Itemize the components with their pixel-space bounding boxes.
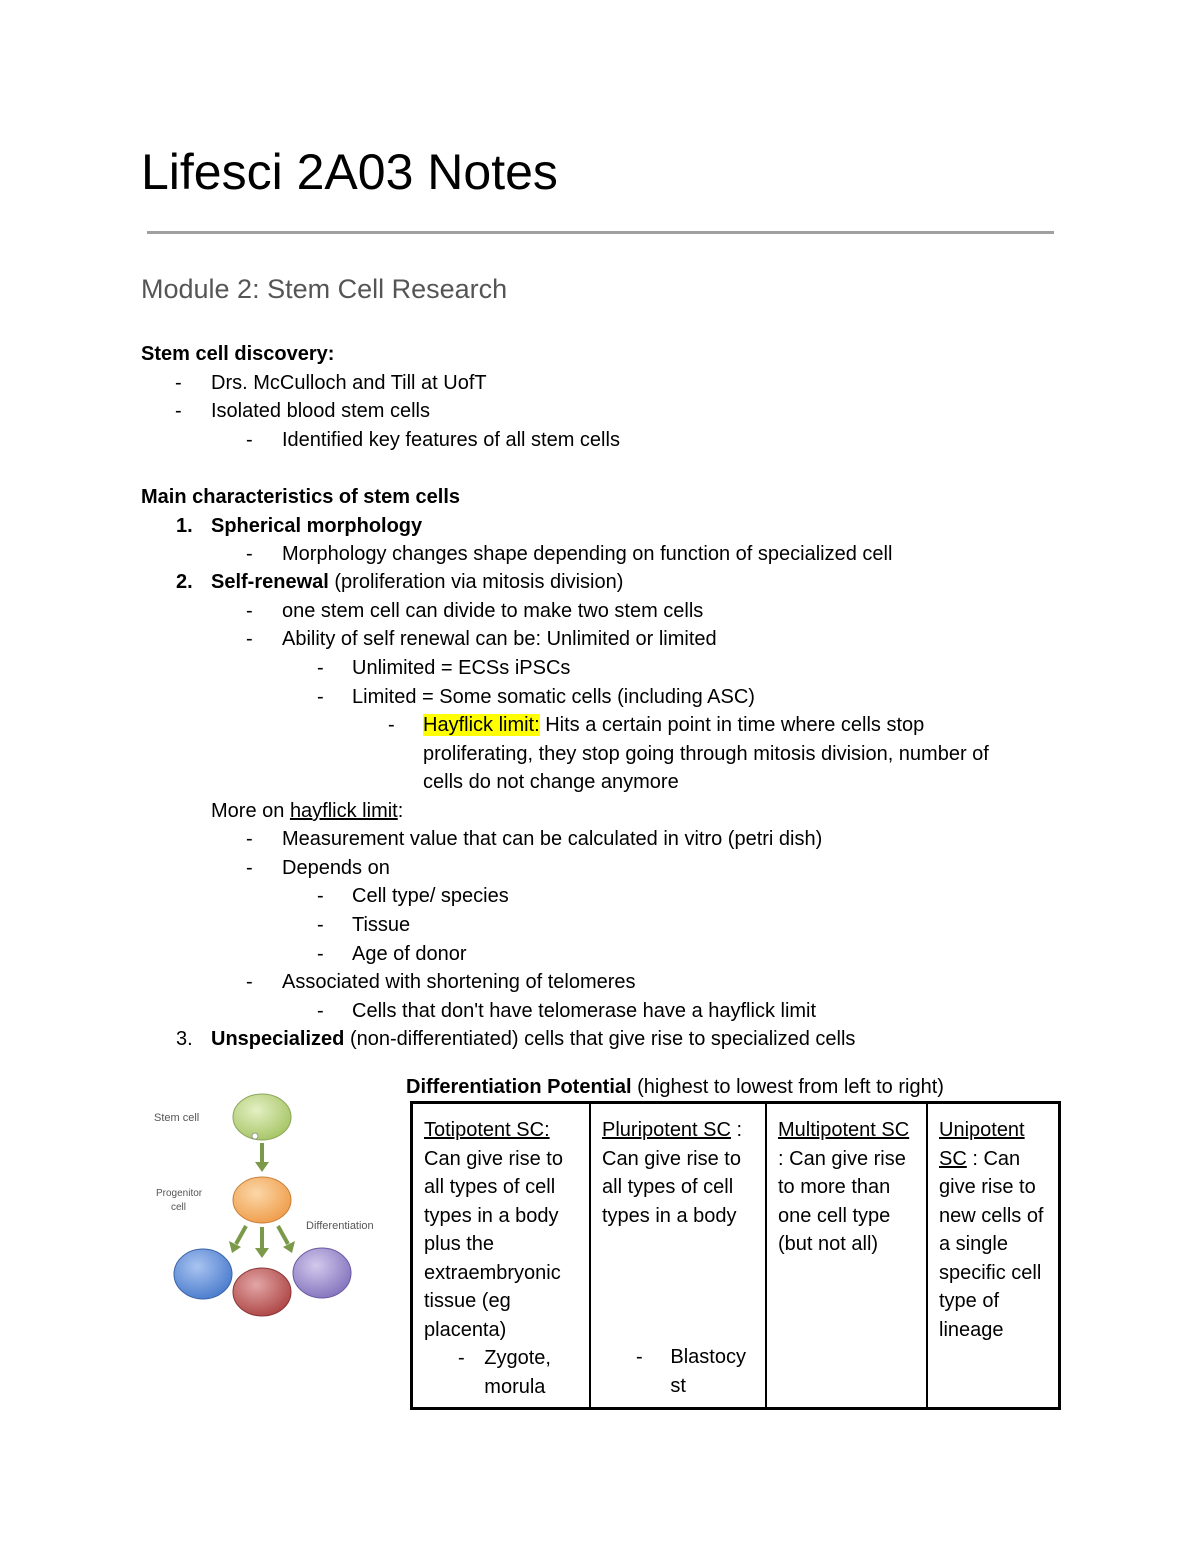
list-item: Unlimited = ECSs iPSCs <box>352 657 571 679</box>
list-item: Spherical morphology <box>211 515 423 537</box>
bullet-dash: - <box>317 885 324 907</box>
arrow-right <box>278 1226 288 1244</box>
table-cell-multipotent <box>765 1104 926 1407</box>
list-item: one stem cell can divide to make two stem cells <box>282 600 704 622</box>
cell-example <box>424 1344 579 1401</box>
bullet-dash: - <box>317 943 324 965</box>
arrow-left <box>236 1226 246 1244</box>
stem-cell-circle <box>233 1094 291 1140</box>
discovery-heading: Stem cell discovery: <box>141 343 335 365</box>
list-item <box>423 711 924 739</box>
term-description: (non-differentiated) cells that give rise to specialized cells <box>344 1028 856 1050</box>
bullet-dash: - <box>458 1347 465 1369</box>
list-item <box>211 1025 855 1053</box>
list-number: 3. <box>176 1028 193 1050</box>
purple-cell-circle <box>293 1248 351 1298</box>
list-item: Cell type/ species <box>352 885 509 907</box>
bullet-dash: - <box>246 429 253 451</box>
list-item: Ability of self renewal can be: Unlimited or limited <box>282 628 717 650</box>
characteristics-heading: Main characteristics of stem cells <box>141 486 461 508</box>
bullet-dash: - <box>246 600 253 622</box>
potential-heading <box>406 1073 944 1101</box>
progenitor-label-line1: Progenitor <box>156 1188 203 1199</box>
list-item: Age of donor <box>352 943 467 965</box>
list-item-continued: cells do not change anymore <box>423 771 679 793</box>
separator: : <box>778 1147 790 1170</box>
highlighted-term: Hayflick limit: <box>423 714 540 736</box>
arrow-head <box>255 1248 269 1258</box>
term-description: (proliferation via mitosis division) <box>328 571 624 593</box>
term: Self-renewal <box>211 571 329 593</box>
bullet-dash: - <box>317 686 324 708</box>
list-item-continued: proliferating, they stop going through mitosis division, number of <box>423 743 989 765</box>
list-item: Measurement value that can be calculated in vitro (petri dish) <box>282 828 823 850</box>
list-item: Depends on <box>282 857 390 879</box>
term-description: Hits a certain point in time where cells stop <box>539 714 925 736</box>
table-cell-pluripotent <box>589 1104 765 1407</box>
module-heading: Module 2: Stem Cell Research <box>141 274 508 304</box>
text: More on <box>211 800 290 822</box>
list-item: Drs. McCulloch and Till at UofT <box>211 372 487 394</box>
more-on-hayflick <box>211 797 403 825</box>
title-divider <box>147 231 1054 234</box>
example-text: Blastocyst <box>670 1346 746 1397</box>
term-description: (highest to lowest from left to right) <box>631 1076 944 1098</box>
blue-cell-circle <box>174 1249 232 1299</box>
table-cell-unipotent <box>926 1104 1058 1407</box>
bullet-dash: - <box>317 1000 324 1022</box>
bullet-dash: - <box>636 1346 643 1368</box>
bullet-dash: - <box>246 543 253 565</box>
list-item: Morphology changes shape depending on function of specialized cell <box>282 543 893 565</box>
list-number: 2. <box>176 571 193 593</box>
separator: : <box>730 1119 743 1141</box>
bullet-dash: - <box>175 400 182 422</box>
red-cell-circle <box>233 1268 291 1316</box>
list-item: Associated with shortening of telomeres <box>282 971 636 993</box>
cell-term: Totipotent SC: <box>424 1119 550 1141</box>
cell-term: Pluripotent SC <box>602 1119 731 1141</box>
term: Unspecialized <box>211 1028 345 1050</box>
bullet-dash: - <box>246 828 253 850</box>
cell-dot <box>252 1133 258 1139</box>
list-item: Isolated blood stem cells <box>211 400 431 422</box>
bullet-dash: - <box>246 857 253 879</box>
bullet-dash: - <box>246 971 253 993</box>
list-item: Identified key features of all stem cells <box>282 429 620 451</box>
potential-table <box>410 1101 1061 1410</box>
cell-description: Can give rise to more than one cell type (but not all) <box>778 1147 906 1255</box>
list-item: Limited = Some somatic cells (including ASC) <box>352 686 755 708</box>
list-number: 1. <box>176 515 193 537</box>
bullet-dash: - <box>388 714 395 736</box>
bullet-dash: - <box>317 657 324 679</box>
cell-description: Can give rise to all types of cell types in a body <box>602 1147 741 1227</box>
progenitor-cell-circle <box>233 1177 291 1223</box>
list-item: Cells that don't have telomerase have a hayflick limit <box>352 1000 817 1022</box>
text: : <box>397 800 404 822</box>
stem-cell-label: Stem cell <box>154 1112 200 1124</box>
list-item <box>211 568 623 596</box>
list-item: Tissue <box>352 914 411 936</box>
differentiation-label: Differentiation <box>306 1220 374 1232</box>
term: Differentiation Potential <box>406 1076 632 1098</box>
bullet-dash: - <box>175 372 182 394</box>
page-title: Lifesci 2A03 Notes <box>141 144 558 200</box>
cell-term: Unipotent SC <box>939 1119 1025 1170</box>
bullet-dash: - <box>317 914 324 936</box>
bullet-dash: - <box>246 628 253 650</box>
progenitor-label-line2: cell <box>171 1202 187 1213</box>
separator: : <box>966 1147 984 1170</box>
arrow-head <box>255 1162 269 1172</box>
cell-term: Multipotent SC <box>778 1119 910 1141</box>
stem-cell-differentiation-diagram <box>146 1086 386 1326</box>
hayflick-link[interactable]: hayflick limit <box>289 800 398 822</box>
cell-description: Can give rise to all types of cell types in a body plus the extraembryonic tissue (eg placenta) <box>424 1147 563 1341</box>
cell-example <box>602 1343 755 1400</box>
cell-description: Can give rise to new cells of a single specific cell type of lineage <box>939 1147 1044 1341</box>
table-cell-totipotent <box>413 1104 589 1407</box>
example-text: Zygote, morula <box>484 1347 551 1398</box>
